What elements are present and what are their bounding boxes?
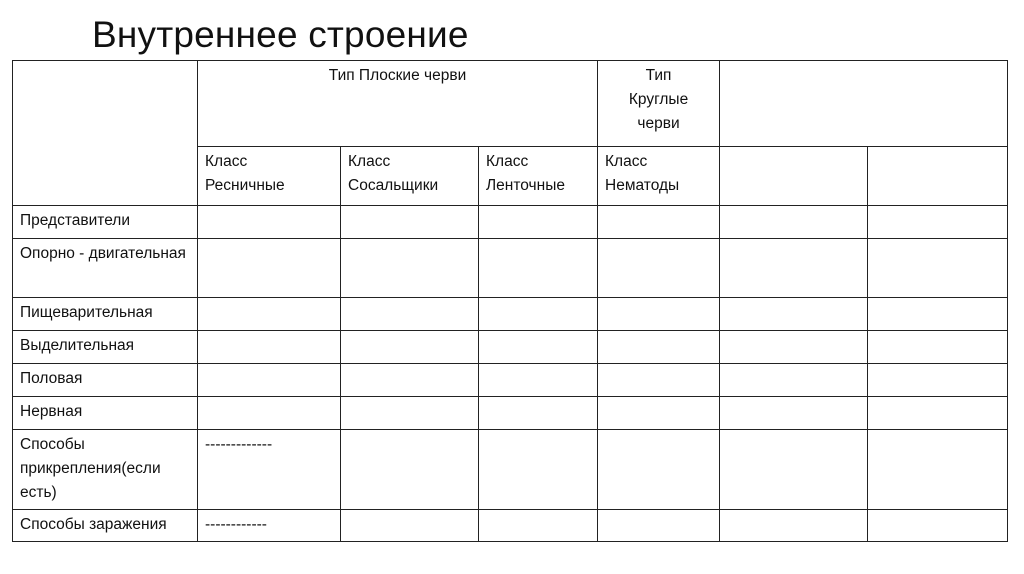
table-cell: [720, 430, 868, 510]
class-header: Класс Сосальщики: [341, 147, 479, 206]
table-cell: [341, 206, 479, 239]
table-cell: [341, 239, 479, 298]
table-cell: [868, 331, 1008, 364]
table-cell: [598, 331, 720, 364]
table-cell: [720, 239, 868, 298]
table-cell: [479, 206, 598, 239]
table-row: [13, 239, 1008, 298]
class-header: Класс Нематоды: [598, 147, 720, 206]
table-row: [13, 430, 1008, 510]
table-cell: [720, 510, 868, 542]
row-label: Выделительная: [13, 331, 198, 364]
header-empty: [720, 61, 1008, 147]
corner-cell: [13, 61, 198, 206]
table-cell: [198, 239, 341, 298]
page-title: Внутреннее строение: [92, 14, 469, 55]
table-cell: [198, 206, 341, 239]
table-cell: [598, 206, 720, 239]
table-cell: -------------: [198, 430, 341, 510]
table-cell: [720, 397, 868, 430]
row-label: Опорно - двигательная: [13, 239, 198, 298]
table-cell: [868, 397, 1008, 430]
table-row: [13, 206, 1008, 239]
table-cell: [341, 298, 479, 331]
table-cell: [868, 206, 1008, 239]
table-row: [13, 364, 1008, 397]
table-cell: [868, 430, 1008, 510]
header-roundworms-line: Тип: [645, 67, 672, 84]
table-row: [13, 298, 1008, 331]
table-row: [13, 397, 1008, 430]
table-cell: [598, 364, 720, 397]
table-cell: [479, 397, 598, 430]
table-cell: [598, 298, 720, 331]
header-roundworms-line: черви: [637, 115, 680, 132]
table-cell: [479, 430, 598, 510]
table-cell: [479, 364, 598, 397]
row-label: Пищеварительная: [13, 298, 198, 331]
table-cell: [720, 206, 868, 239]
class-header-empty: [720, 147, 868, 206]
class-header: Класс Ленточные: [479, 147, 598, 206]
header-roundworms-line: Круглые: [628, 91, 689, 108]
table-cell: [720, 331, 868, 364]
row-label: Половая: [13, 364, 198, 397]
table-cell: [598, 397, 720, 430]
table-cell: [598, 510, 720, 542]
table-cell: [198, 298, 341, 331]
table-cell: [341, 364, 479, 397]
table-cell: [720, 364, 868, 397]
row-label: Нервная: [13, 397, 198, 430]
comparison-table: [12, 60, 1008, 542]
header-flatworms: Тип Плоские черви: [198, 61, 598, 147]
table-row: [13, 331, 1008, 364]
table-cell: [341, 510, 479, 542]
table-cell: [479, 510, 598, 542]
header-roundworms: [598, 61, 720, 147]
table-cell: [198, 331, 341, 364]
row-label: Способы заражения: [13, 510, 198, 542]
table-cell: [341, 331, 479, 364]
table-cell: [868, 298, 1008, 331]
table-cell: [198, 397, 341, 430]
table-row: [13, 510, 1008, 542]
table-cell: [720, 298, 868, 331]
class-header-empty: [868, 147, 1008, 206]
table-cell: [598, 430, 720, 510]
table-cell: [479, 331, 598, 364]
row-label: Способы прикрепления(если есть): [13, 430, 198, 510]
table-cell: [198, 364, 341, 397]
table-cell: [479, 298, 598, 331]
table-cell: [868, 364, 1008, 397]
table-cell: [341, 430, 479, 510]
table-cell: ------------: [198, 510, 341, 542]
table-cell: [868, 510, 1008, 542]
table-cell: [341, 397, 479, 430]
table-cell: [868, 239, 1008, 298]
class-header: Класс Ресничные: [198, 147, 341, 206]
table-cell: [479, 239, 598, 298]
row-label: Представители: [13, 206, 198, 239]
table-cell: [598, 239, 720, 298]
